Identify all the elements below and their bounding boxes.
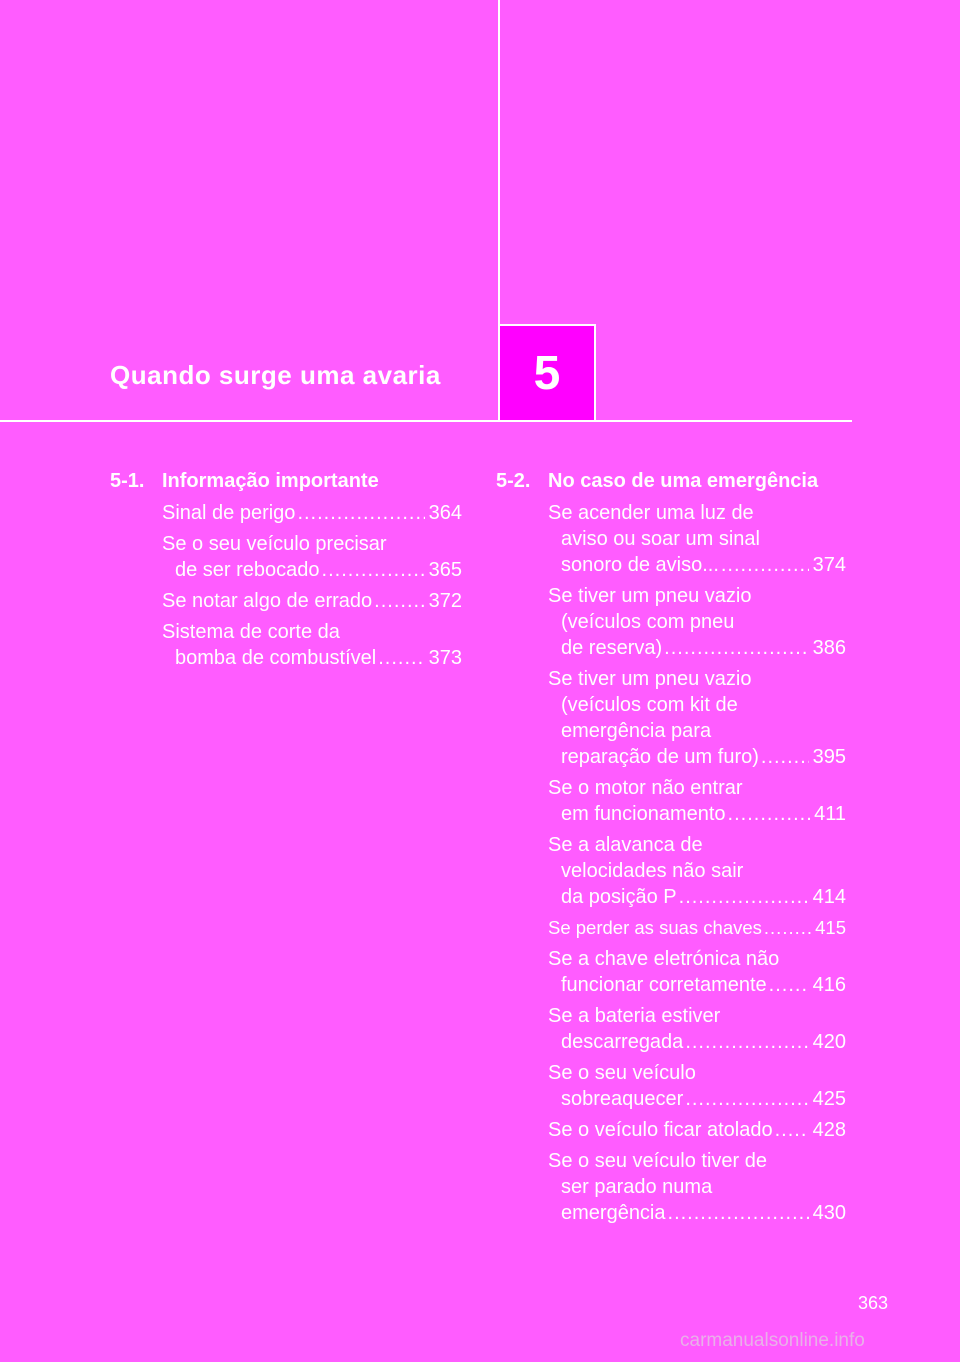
dot-leader [721,552,809,578]
toc-entry-final-line [162,588,462,614]
toc-entry-text: Se o veículo ficar atolado [548,1119,773,1141]
section-title: No caso de uma emergência [548,469,819,492]
section-number: 5-2. [496,469,531,492]
toc-page-number: 373 [428,647,462,669]
toc-entries [110,500,462,671]
toc-entry-final-line [162,645,462,671]
dot-leader [668,1200,809,1226]
toc-entry-text: Se perder as suas chaves [548,917,762,938]
toc-entry-text: descarregada [561,1031,684,1053]
toc-entry[interactable] [548,946,846,998]
toc-entry-final-line [548,1086,846,1112]
page-number: 363 [858,1293,889,1313]
toc-entry[interactable] [548,775,846,827]
section-title: Informação importante [162,469,379,492]
toc-page-number: 425 [812,1088,846,1110]
toc-page-number: 416 [812,974,846,996]
dot-leader [679,884,809,910]
toc-entry[interactable] [548,500,846,578]
dot-leader [297,500,424,526]
toc-entry-line: Se o seu veículo precisar [162,533,387,555]
toc-entry-line: Se a alavanca de [548,834,703,856]
toc-page-number: 365 [428,559,462,581]
dot-leader [374,588,424,614]
toc-entry-final-line [162,557,462,583]
toc-entry-final-line [548,972,846,998]
toc-entry-text: emergência [561,1202,666,1224]
dot-leader [728,801,811,827]
toc-entry-text: sobreaquecer [561,1088,684,1110]
toc-entry[interactable] [548,915,846,941]
dot-leader [322,557,425,583]
toc-entry-final-line [548,801,846,827]
toc-entry-text: de reserva) [561,637,663,659]
toc-entry-line: (veículos com kit de [561,694,738,716]
dot-leader [378,645,424,671]
toc-entry[interactable] [548,832,846,910]
horizontal-rule [0,420,852,422]
section-heading [110,466,462,496]
toc-page-number: 420 [812,1031,846,1053]
dot-leader [769,972,809,998]
toc-page-number: 414 [812,886,846,908]
chapter-title: Quando surge uma avaria [110,360,441,390]
section-5-2 [496,466,846,1231]
toc-entry-final-line [548,1200,846,1226]
toc-entry-line: aviso ou soar um sinal [561,528,760,550]
toc-entry-text: Sinal de perigo [162,502,296,524]
toc-entry-final-line [548,915,846,941]
toc-page-number: 411 [814,803,846,825]
toc-entry[interactable] [548,1148,846,1226]
toc-entry-final-line [548,744,846,770]
toc-entry-text: de ser rebocado [175,559,320,581]
toc-entry-text: sonoro de aviso... [561,554,719,576]
toc-entry-text: em funcionamento [561,803,726,825]
dot-leader [775,1117,809,1143]
toc-entry-text: da posição P [561,886,677,908]
toc-entry[interactable] [548,1003,846,1055]
watermark: carmanualsonline.info [680,1330,865,1351]
toc-entry-final-line [548,884,846,910]
toc-page-number: 430 [812,1202,846,1224]
toc-entry-final-line [548,552,846,578]
toc-page-number: 372 [428,590,462,612]
toc-entry[interactable] [162,531,462,583]
dot-leader [664,635,808,661]
section-5-1 [110,466,462,676]
toc-entry-text: bomba de combustível [175,647,377,669]
toc-page-number: 374 [812,554,846,576]
toc-page-number: 415 [815,917,846,938]
toc-entry-line: velocidades não sair [561,860,744,882]
toc-entry-line: Se tiver um pneu vazio [548,668,752,690]
toc-entry-line: Se o motor não entrar [548,777,743,799]
toc-entry-text: Se notar algo de errado [162,590,373,612]
toc-entry-line: Se tiver um pneu vazio [548,585,752,607]
dot-leader [685,1086,808,1112]
dot-leader [761,744,809,770]
toc-entry[interactable] [548,1060,846,1112]
dot-leader [764,915,811,941]
toc-entry-line: Se a chave eletrónica não [548,948,780,970]
toc-entry-line: (veículos com pneu [561,611,735,633]
toc-entry-text: reparação de um furo) [561,746,759,768]
chapter-number: 5 [533,346,561,400]
toc-entry-final-line [548,1029,846,1055]
toc-entry-line: emergência para [561,720,712,742]
toc-entry-final-line [548,1117,846,1143]
chapter-number-tab [498,324,596,420]
section-heading [496,466,846,496]
toc-entry[interactable] [548,666,846,770]
toc-entries [496,500,846,1226]
toc-entry[interactable] [162,588,462,614]
toc-entry-line: Se a bateria estiver [548,1005,721,1027]
toc-page-number: 395 [812,746,846,768]
toc-entry-line: Se o seu veículo [548,1062,696,1084]
toc-page-number: 428 [812,1119,846,1141]
toc-page-number: 386 [812,637,846,659]
toc-entry[interactable] [162,619,462,671]
toc-entry-line: Se acender uma luz de [548,502,754,524]
toc-entry[interactable] [162,500,462,526]
toc-entry-final-line [548,635,846,661]
section-number: 5-1. [110,469,145,492]
dot-leader [685,1029,808,1055]
toc-entry-line: Se o seu veículo tiver de [548,1150,768,1172]
toc-entry-line: ser parado numa [561,1176,713,1198]
toc-entry[interactable] [548,583,846,661]
toc-entry-final-line [162,500,462,526]
toc-entry-line: Sistema de corte da [162,621,340,643]
toc-entry-text: funcionar corretamente [561,974,767,996]
toc-page-number: 364 [428,502,462,524]
toc-entry[interactable] [548,1117,846,1143]
vertical-rule [498,0,500,325]
